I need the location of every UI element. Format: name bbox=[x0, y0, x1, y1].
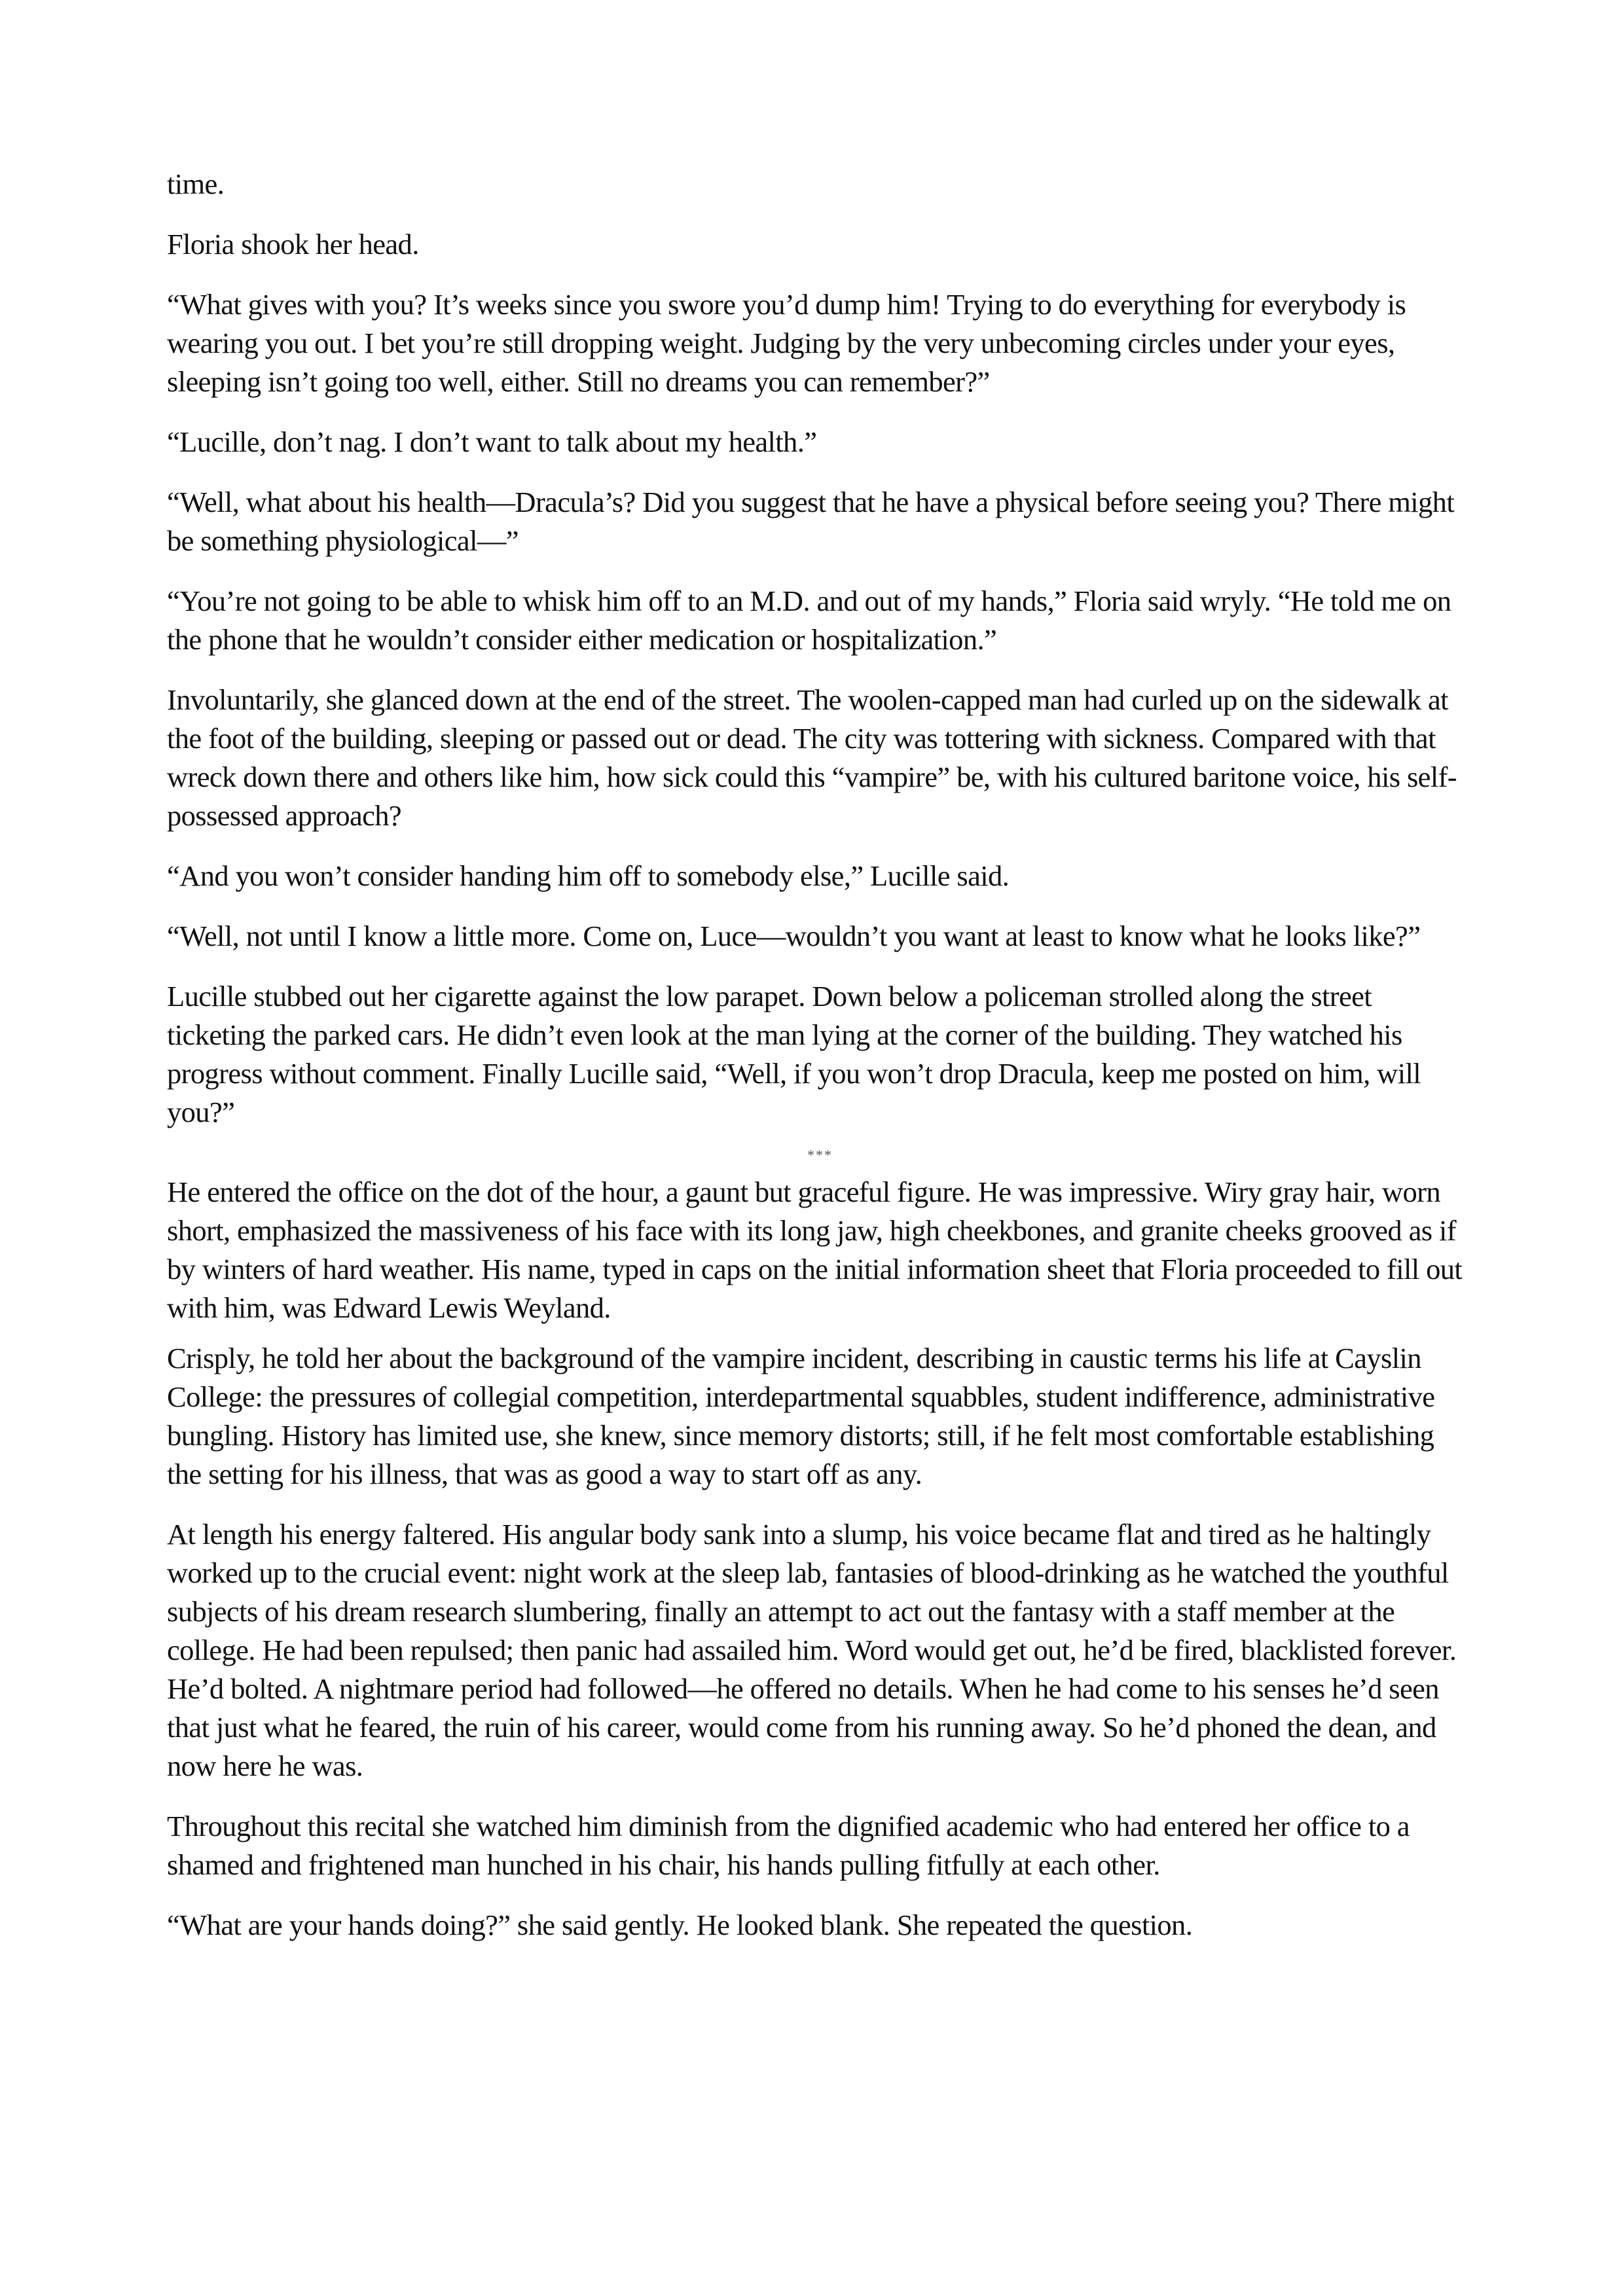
paragraph: Involuntarily, she glanced down at the end of the street. The woolen-capped man had curled up on the sidewalk at the foot of the building, sleeping or passed out or dead. The city was tottering with sickness. Compared with that wreck down there and others like him, how sick could this “vampire” be, with his cultured baritone voice, his self-possessed approach? bbox=[167, 683, 1457, 832]
paragraph: “Well, not until I know a little more. Come on, Luce—wouldn’t you want at least to know what he looks like?” bbox=[167, 920, 1421, 952]
paragraph: Throughout this recital she watched him diminish from the dignified academic who had entered her office to a shamed and frightened man hunched in his chair, his hands pulling fitfully at each other. bbox=[167, 1810, 1410, 1881]
paragraph: “You’re not going to be able to whisk him off to an M.D. and out of my hands,” Floria said wryly. “He told me on the phone that he wouldn’t consider either medication or hospitalization.” bbox=[167, 584, 1451, 656]
paragraph: “Lucille, don’t nag. I don’t want to talk about my health.” bbox=[167, 425, 817, 458]
paragraph: He entered the office on the dot of the hour, a gaunt but graceful figure. He was impressive. Wiry gray hair, worn short, emphasized the massiveness of his face with its long jaw, high cheekbones, and granite cheeks grooved as if by winters of hard weather. His name, typed in caps on the initial information sheet that Floria proceeded to fill out with him, was Edward Lewis Weyland. bbox=[167, 1175, 1463, 1324]
paragraph: Floria shook her head. bbox=[167, 228, 419, 260]
paragraph: time. bbox=[167, 168, 225, 200]
paragraph: “What gives with you? It’s weeks since you swore you’d dump him! Trying to do everything for everybody is wearing you out. I bet you’re still dropping weight. Judging by the very unbecoming circles under your eyes, sleeping isn’t going too well, either. Still no dreams you can remember?” bbox=[167, 288, 1406, 398]
paragraph: “And you won’t consider handing him off to somebody else,” Lucille said. bbox=[167, 859, 1010, 892]
body-text bbox=[167, 165, 1473, 1966]
paragraph: Lucille stubbed out her cigarette against the low parapet. Down below a policeman strolled along the street ticketing the parked cars. He didn’t even look at the man lying at the corner of the building. They watched his progress without comment. Finally Lucille said, “Well, if you won’t drop Dracula, keep me posted on him, will you?” bbox=[167, 980, 1421, 1128]
paragraph: At length his energy faltered. His angular body sank into a slump, his voice became flat and tired as he haltingly worked up to the crucial event: night work at the sleep lab, fantasies of blood-drinking as he watched the youthful subjects of his dream research slumbering, finally an attempt to act out the fantasy with a staff member at the college. He had been repulsed; then panic had assailed him. Word would get out, he’d be fired, blacklisted forever. He’d bolted. A nightmare period had followed—he offered no details. When he had come to his senses he’d seen that just what he feared, the ruin of his career, would come from his running away. So he’d phoned the dean, and now here he was. bbox=[167, 1518, 1457, 1782]
paragraph: Crisply, he told her about the background of the vampire incident, describing in caustic terms his life at Cayslin College: the pressures of collegial competition, interdepartmental squabbles, student indifference, administrative bungling. History has limited use, she knew, since memory distorts; still, if he felt most comfortable establishing the setting for his illness, that was as good a way to start off as any. bbox=[167, 1342, 1435, 1490]
scene-break: *** bbox=[807, 1147, 833, 1163]
paragraph: “What are your hands doing?” she said gently. He looked blank. She repeated the question. bbox=[167, 1909, 1193, 1941]
paragraph: “Well, what about his health—Dracula’s? Did you suggest that he have a physical before seeing you? There might be something physiological—” bbox=[167, 486, 1455, 557]
